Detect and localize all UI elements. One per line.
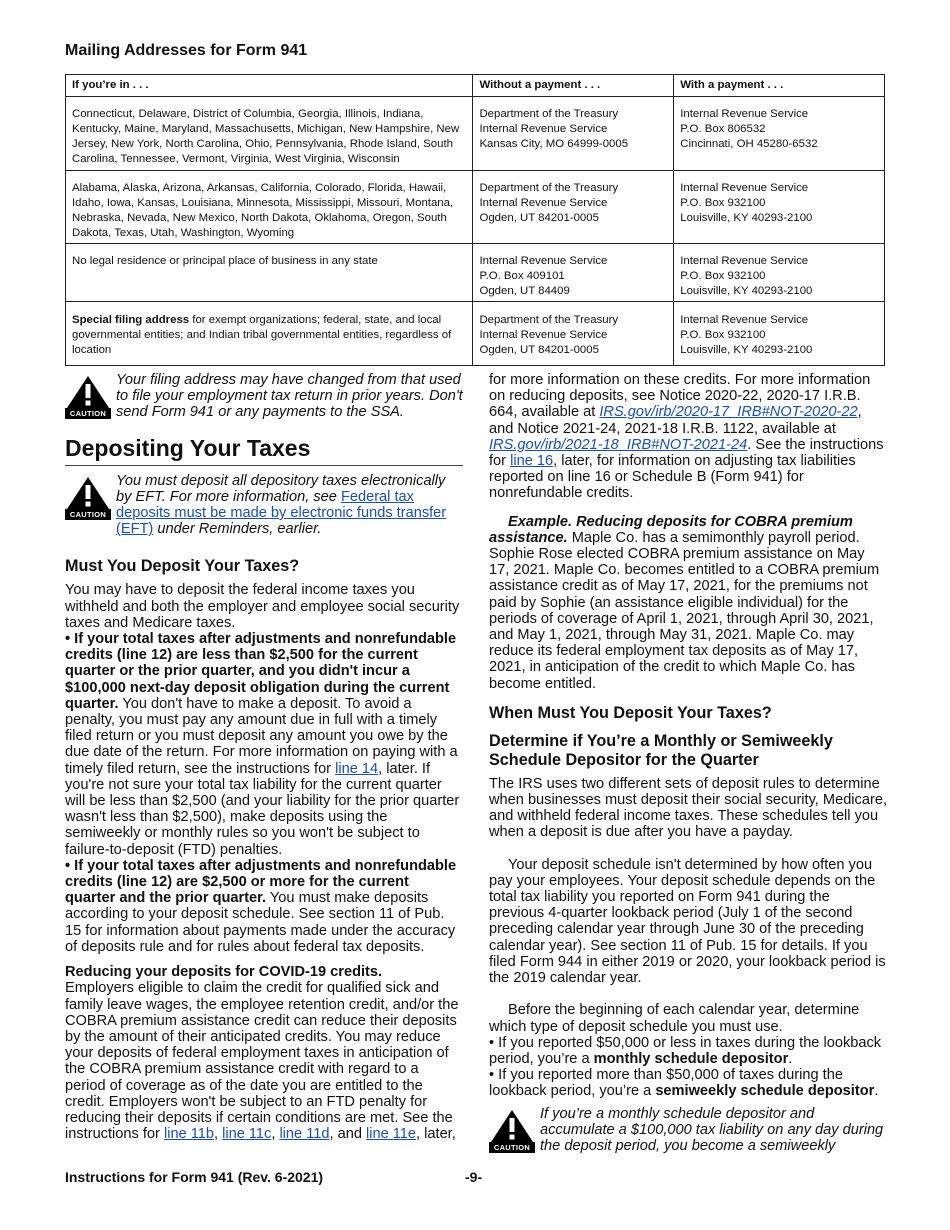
caution-label: CAUTION xyxy=(65,509,111,520)
line-11c-link[interactable]: line 11c xyxy=(222,1126,272,1143)
caution-label: CAUTION xyxy=(489,1142,535,1153)
with-payment-cell xyxy=(674,302,885,366)
line-11e-link[interactable]: line 11e xyxy=(366,1126,417,1143)
address-line: Internal Revenue Service xyxy=(479,329,608,341)
table-row xyxy=(66,244,885,302)
caution-text: Your filing address may have changed from that used to file your employment tax return in prior years. Don't send Form 941 or any payments to the SSA. xyxy=(116,372,463,421)
caution-icon xyxy=(489,1109,535,1153)
paragraph xyxy=(489,372,887,502)
paragraph: The IRS uses two different sets of deposit rules to determine when businesses must deposit their social security, Medicare, and withheld federal income taxes. These schedules tell you when a deposit is due after you have a payday. xyxy=(489,775,887,841)
without-payment-cell xyxy=(473,244,674,302)
caution-note xyxy=(489,1106,887,1155)
table-row xyxy=(66,302,885,366)
page-number: -9- xyxy=(465,1169,483,1185)
caution-icon xyxy=(65,375,111,419)
bullet-bold-text: • If your total taxes after adjustments and nonrefundable credits (line 12) are $2,500 or more for the current quarter and the prior quarter. xyxy=(65,857,457,907)
bullet-paragraph xyxy=(65,858,463,955)
address-line: Department of the Treasury xyxy=(479,108,619,120)
notice-2021-24-link[interactable]: IRS.gov/irb/2021-18_IRB#NOT-2021-24 xyxy=(489,436,748,453)
with-payment-cell xyxy=(674,97,885,171)
address-line: Louisville, KY 40293-2100 xyxy=(680,212,813,224)
address-line: Cincinnati, OH 45280-6532 xyxy=(680,138,818,150)
caution-icon xyxy=(65,476,111,520)
eft-link[interactable]: Federal tax deposits must be made by electronic funds transfer (EFT) xyxy=(116,488,447,538)
line-16-link[interactable]: line 16 xyxy=(510,453,554,470)
caution-note xyxy=(65,372,463,421)
caution-label: CAUTION xyxy=(65,408,111,419)
column-header: With a payment . . . xyxy=(674,75,885,97)
bullet-bold-text: • If your total taxes after adjustments and nonrefundable credits (line 12) are less than $2,500 for the current quarter or the prior quarter, and you didn't incur a $100,000 next-day deposit obligation during the current quarter. xyxy=(65,631,457,712)
bullet-text: . xyxy=(788,1050,793,1067)
line-11b-link[interactable]: line 11b xyxy=(163,1126,214,1143)
address-line: P.O. Box 932100 xyxy=(680,329,766,341)
bullet-paragraph xyxy=(489,1067,887,1099)
bullet-text: , later. If you're not sure your total tax liability for the current quarter will be less than $2,500 (and your liability for the prior quarter wasn't less than $2,500), make deposits using the semiweekly or monthly rules so you won't be subject to failure-to-deposit (FTD) penalties. xyxy=(65,760,460,858)
left-column xyxy=(65,372,463,1142)
address-line: Ogden, UT 84201-0005 xyxy=(479,344,599,356)
mailing-addresses-title: Mailing Addresses for Form 941 xyxy=(65,42,308,59)
paragraph-text: , later, xyxy=(416,1126,456,1143)
special-filing-label: Special filing address xyxy=(72,314,190,326)
column-header: If you’re in . . . xyxy=(66,75,473,97)
column-header: Without a payment . . . xyxy=(473,75,674,97)
example-heading: Example. Reducing deposits for COBRA premium assistance. xyxy=(489,513,853,546)
bullet-text: • If you reported more than $50,000 of taxes during the lookback period, you’re a xyxy=(489,1067,843,1100)
bullet-text: You don't have to make a deposit. To avoid a penalty, you must pay any amount due in full with a timely filed return or you must deposit any amount you owe by the due date of the return. For more information on paying with a timely filed return, see the instructions for xyxy=(65,695,458,777)
paragraph: Your deposit schedule isn't determined by how often you pay your employees. Your deposit schedule depends on the total tax liability you reported on Form 941 during the previous 4-quarter lookback period (July 1 of the second preceding calendar year through June 30 of the preceding calendar year). See section 11 of Pub. 15 for details. If you filed Form 944 in either 2019 or 2020, your lookback period is the 2019 calendar year. xyxy=(489,856,886,987)
bullet-text: You must make deposits according to your deposit schedule. See section 11 of Pub. 15 for information about payments made under the accuracy of deposits rule and for rules about federal tax deposits. xyxy=(65,890,456,955)
line-14-link[interactable]: line 14 xyxy=(335,760,379,777)
bullet-paragraph xyxy=(65,631,463,858)
paragraph-text: , and Notice 2021-24, 2021-18 I.R.B. 1122, available at xyxy=(489,404,862,437)
address-line: Internal Revenue Service xyxy=(680,255,809,267)
bullet-bold-text: semiweekly schedule depositor xyxy=(655,1083,875,1100)
paragraph-text: for more information on these credits. For more information on reducing deposits, see Notice 2020-22, 2020-17 I.R.B. 664, available at xyxy=(489,372,871,421)
address-line: Department of the Treasury xyxy=(479,182,619,194)
caution-text-part: under Reminders, earlier. xyxy=(153,521,322,538)
address-line: Internal Revenue Service xyxy=(680,314,809,326)
subheading: Determine if You’re a Monthly or Semiweekly Schedule Depositor for the Quarter xyxy=(489,731,833,769)
section-heading: Depositing Your Taxes xyxy=(65,434,463,466)
caution-note xyxy=(65,473,463,538)
address-line: Internal Revenue Service xyxy=(479,255,608,267)
notice-2020-22-link[interactable]: IRS.gov/irb/2020-17_IRB#NOT-2020-22 xyxy=(599,404,858,421)
address-line: P.O. Box 932100 xyxy=(680,197,766,209)
address-line: P.O. Box 806532 xyxy=(680,123,766,135)
paragraph: Employers eligible to claim the credit for qualified sick and family leave wages, the employee retention credit, and/or the COBRA premium assistance credit can reduce their deposits by the amount of their anticipated credits. You may reduce your deposits of federal employment taxes in anticipation of the COBRA premium assistance credit with regard to a period of coverage as of the date you are entitled to the credit. Employers won't be subject to an FTD penalty for reducing their deposits if certain conditions are met. See the instructions for line 11b, line 11c, line 11d, and line 11e, later, xyxy=(65,980,459,1143)
address-line: Internal Revenue Service xyxy=(479,123,608,135)
bullet-text: . xyxy=(874,1083,879,1100)
address-line: Ogden, UT 84409 xyxy=(479,285,570,297)
example-text: Maple Co. has a semimonthly payroll period. Sophie Rose elected COBRA premium assistance on May 17, 2021. Maple Co. becomes entitled to a COBRA premium assistance credit as of May 17, 2021, for the premiums not paid by Sophie (an assistance eligible individual) for the periods of coverage of April 1, 2021, through April 30, 2021, and May 1, 2021, through May 31, 2021. Maple Co. may reduce its federal employment tax deposits as of May 17, 2021, in anticipation of the credit to which Maple Co. has become entitled. xyxy=(489,529,880,692)
address-line: P.O. Box 932100 xyxy=(680,270,766,282)
subheading: Must You Deposit Your Taxes? xyxy=(65,557,300,576)
example-paragraph xyxy=(489,514,887,692)
paragraph: You may have to deposit the federal income taxes you withheld and both the employer and employee social security taxes and Medicare taxes. xyxy=(65,582,460,631)
address-line: Louisville, KY 40293-2100 xyxy=(680,344,813,356)
without-payment-cell xyxy=(473,302,674,366)
subheading: When Must You Deposit Your Taxes? xyxy=(489,703,772,722)
caution-text: If you’re a monthly schedule depositor and accumulate a $100,000 tax liability on any day during the deposit period, you become a semiweekly xyxy=(540,1105,884,1154)
address-line: P.O. Box 409101 xyxy=(479,270,565,282)
states-cell: No legal residence or principal place of business in any state xyxy=(66,244,473,302)
table-row xyxy=(66,171,885,244)
address-line: Department of the Treasury xyxy=(479,314,619,326)
bullet-paragraph xyxy=(489,1035,887,1067)
special-filing-text: for exempt organizations; federal, state, and local governmental entities; and Indian tribal governmental entities, regardless of location xyxy=(72,314,452,356)
address-line: Internal Revenue Service xyxy=(680,108,809,120)
table-row xyxy=(66,97,885,171)
caution-text xyxy=(116,473,463,538)
with-payment-cell xyxy=(674,244,885,302)
address-line: Louisville, KY 40293-2100 xyxy=(680,285,813,297)
paragraph-text: Employers eligible to claim the credit for qualified sick and family leave wages, the employee retention credit, and/or the COBRA premium assistance credit can reduce their deposits by the amount of their anticipated credits. You may reduce your deposits of federal employment taxes in anticipation of the COBRA premium assistance credit with regard to a period of coverage as of the date you are entitled to the credit. Employers won't be subject to an FTD penalty for reducing their deposits if certain conditions are met. See the instructions for xyxy=(65,980,459,1143)
footer-title: Instructions for Form 941 (Rev. 6-2021) xyxy=(65,1169,324,1185)
table-header-row xyxy=(66,75,885,97)
without-payment-cell xyxy=(473,97,674,171)
states-cell xyxy=(66,302,473,366)
states-cell: Connecticut, Delaware, District of Columbia, Georgia, Illinois, Indiana, Kentucky, Maine, Maryland, Massachusetts, Michigan, New Hampshire, New Jersey, New York, North Carolina, Ohio, Pennsylvania, Rhode Island, South Carolina, Tennessee, Vermont, Virginia, West Virginia, Wisconsin xyxy=(66,97,473,171)
paragraph-text: , later, for information on adjusting tax liabilities reported on line 16 or Schedule B (Form 941) for nonrefundable credits. xyxy=(489,453,856,502)
with-payment-cell xyxy=(674,171,885,244)
line-11d-link[interactable]: line 11d xyxy=(279,1126,330,1143)
mailing-address-table xyxy=(65,74,885,366)
right-column xyxy=(489,372,887,1154)
states-cell: Alabama, Alaska, Arizona, Arkansas, California, Colorado, Florida, Hawaii, Idaho, Iowa, Kansas, Louisiana, Minnesota, Mississippi, Missouri, Montana, Nebraska, Nevada, New Mexico, North Dakota, Oklahoma, Oregon, South Dakota, Texas, Utah, Washington, Wyoming xyxy=(66,171,473,244)
without-payment-cell xyxy=(473,171,674,244)
run-in-heading: Reducing your deposits for COVID-19 credits. xyxy=(65,964,383,981)
bullet-text: • If you reported $50,000 or less in taxes during the lookback period, you’re a xyxy=(489,1034,882,1067)
address-line: Internal Revenue Service xyxy=(680,182,809,194)
paragraph-text: . See the instructions for xyxy=(489,436,884,470)
address-line: Ogden, UT 84201-0005 xyxy=(479,212,599,224)
paragraph: Before the beginning of each calendar year, determine which type of deposit schedule you must use. xyxy=(489,1002,860,1035)
bullet-bold-text: monthly schedule depositor xyxy=(593,1050,789,1067)
address-line: Kansas City, MO 64999-0005 xyxy=(479,138,629,150)
address-line: Internal Revenue Service xyxy=(479,197,608,209)
caution-text-part: You must deposit all depository taxes electronically by EFT. For more information, see xyxy=(116,472,446,505)
